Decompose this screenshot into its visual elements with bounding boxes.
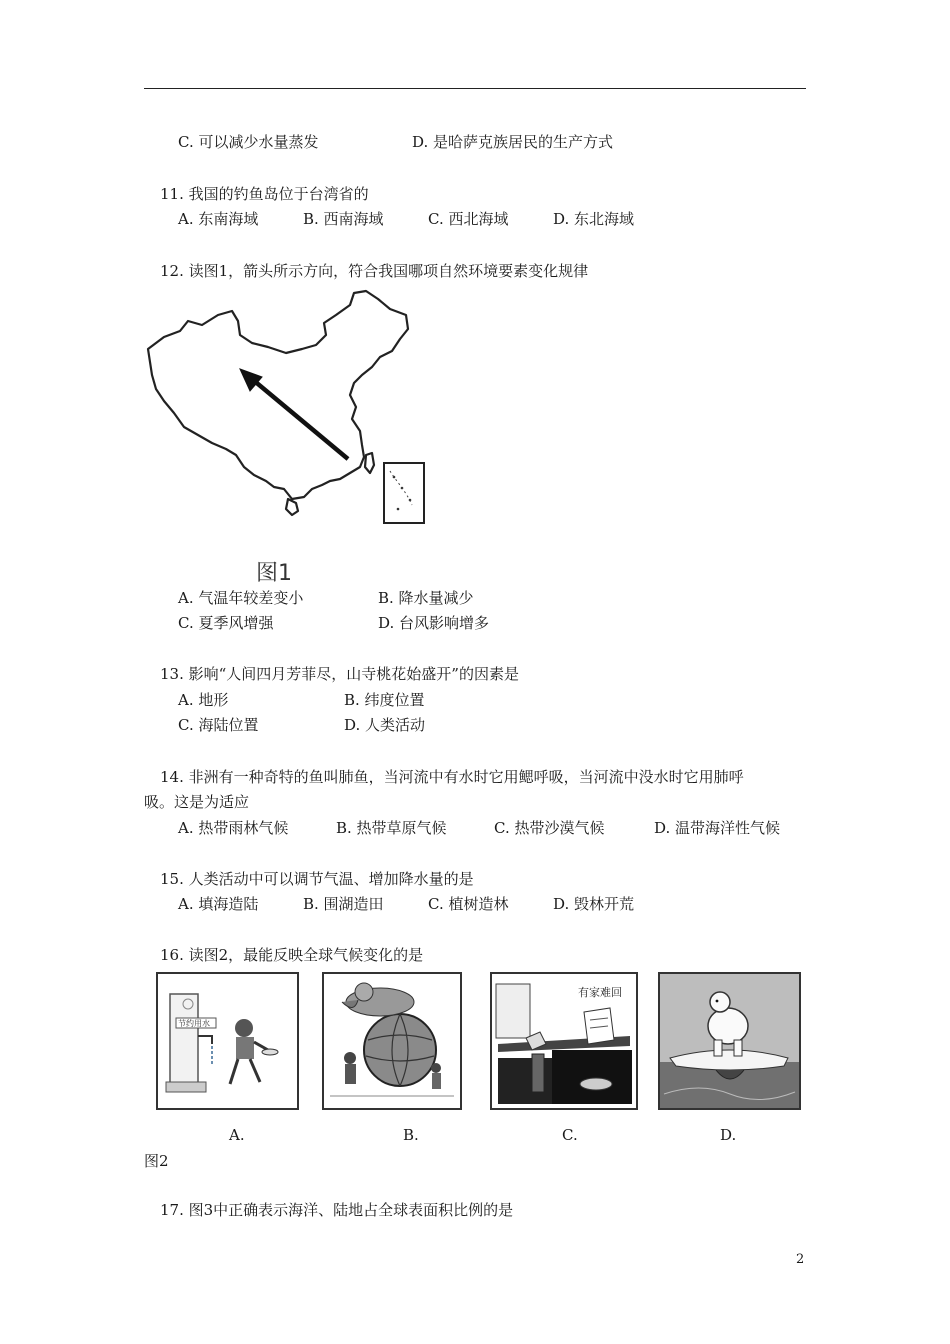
q12-option-a: A. 气温年较差变小 <box>178 589 304 607</box>
picture-d-label: D. <box>720 1126 737 1144</box>
q15-option-b: B. 围湖造田 <box>303 895 384 913</box>
q12-option-c: C. 夏季风增强 <box>178 614 274 632</box>
q11-option-c: C. 西北海域 <box>428 210 509 228</box>
q15-option-c: C. 植树造林 <box>428 895 509 913</box>
q11-option-a: A. 东南海域 <box>178 210 259 228</box>
south-sea-islands <box>393 476 412 511</box>
q13-option-d: D. 人类活动 <box>344 716 426 734</box>
polar-bear-cartoon <box>660 974 799 1108</box>
picture-a-sign: 节约用水 <box>178 1019 210 1028</box>
globe-cartoon <box>324 974 460 1108</box>
q15-option-a: A. 填海造陆 <box>178 895 259 913</box>
flood-cartoon <box>492 974 636 1108</box>
q13-option-b: B. 纬度位置 <box>344 691 425 709</box>
picture-a <box>156 972 299 1110</box>
header-rule <box>144 88 806 89</box>
q11-option-b: B. 西南海域 <box>303 210 384 228</box>
q10-option-c: C. 可以减少水量蒸发 <box>178 133 319 151</box>
q17-stem: 17. 图3中正确表示海洋、陆地占全球表面积比例的是 <box>160 1201 514 1219</box>
figure-2-caption: 图2 <box>144 1152 169 1170</box>
direction-arrow <box>240 369 348 459</box>
q14-option-b: B. 热带草原气候 <box>336 819 447 837</box>
q16-stem: 16. 读图2，最能反映全球气候变化的是 <box>160 946 424 964</box>
q11-stem: 11. 我国的钓鱼岛位于台湾省的 <box>160 185 369 203</box>
picture-a-label: A. <box>229 1126 245 1144</box>
china-map-figure <box>140 285 440 555</box>
q15-option-d: D. 毁林开荒 <box>553 895 635 913</box>
q12-option-d: D. 台风影响增多 <box>378 614 490 632</box>
q13-option-c: C. 海陆位置 <box>178 716 259 734</box>
q13-stem: 13. 影响“人间四月芳菲尽，山寺桃花始盛开”的因素是 <box>160 665 519 683</box>
q13-option-a: A. 地形 <box>178 691 229 709</box>
q14-stem-line2: 吸。这是为适应 <box>144 793 250 811</box>
q12-stem: 12. 读图1，箭头所示方向，符合我国哪项自然环境要素变化规律 <box>160 262 589 280</box>
q10-option-d: D. 是哈萨克族居民的生产方式 <box>412 133 614 151</box>
q14-option-a: A. 热带雨林气候 <box>178 819 289 837</box>
picture-b-label: B. <box>403 1126 419 1144</box>
picture-d <box>658 972 801 1110</box>
picture-c-sign: 有家难回 <box>578 986 622 999</box>
q12-option-b: B. 降水量减少 <box>378 589 474 607</box>
picture-c-label: C. <box>562 1126 578 1144</box>
figure-1-caption: 图1 <box>256 561 292 586</box>
page-number: 2 <box>796 1252 805 1267</box>
q15-stem: 15. 人类活动中可以调节气温、增加降水量的是 <box>160 870 474 888</box>
picture-c <box>490 972 638 1110</box>
south-sea-inset <box>384 463 424 523</box>
q11-option-d: D. 东北海域 <box>553 210 635 228</box>
q14-stem-line1: 14. 非洲有一种奇特的鱼叫肺鱼，当河流中有水时它用鳃呼吸，当河流中没水时它用肺呼 <box>160 768 744 786</box>
picture-b <box>322 972 462 1110</box>
water-tap-cartoon <box>158 974 297 1108</box>
q14-option-c: C. 热带沙漠气候 <box>494 819 605 837</box>
q14-option-d: D. 温带海洋性气候 <box>654 819 781 837</box>
